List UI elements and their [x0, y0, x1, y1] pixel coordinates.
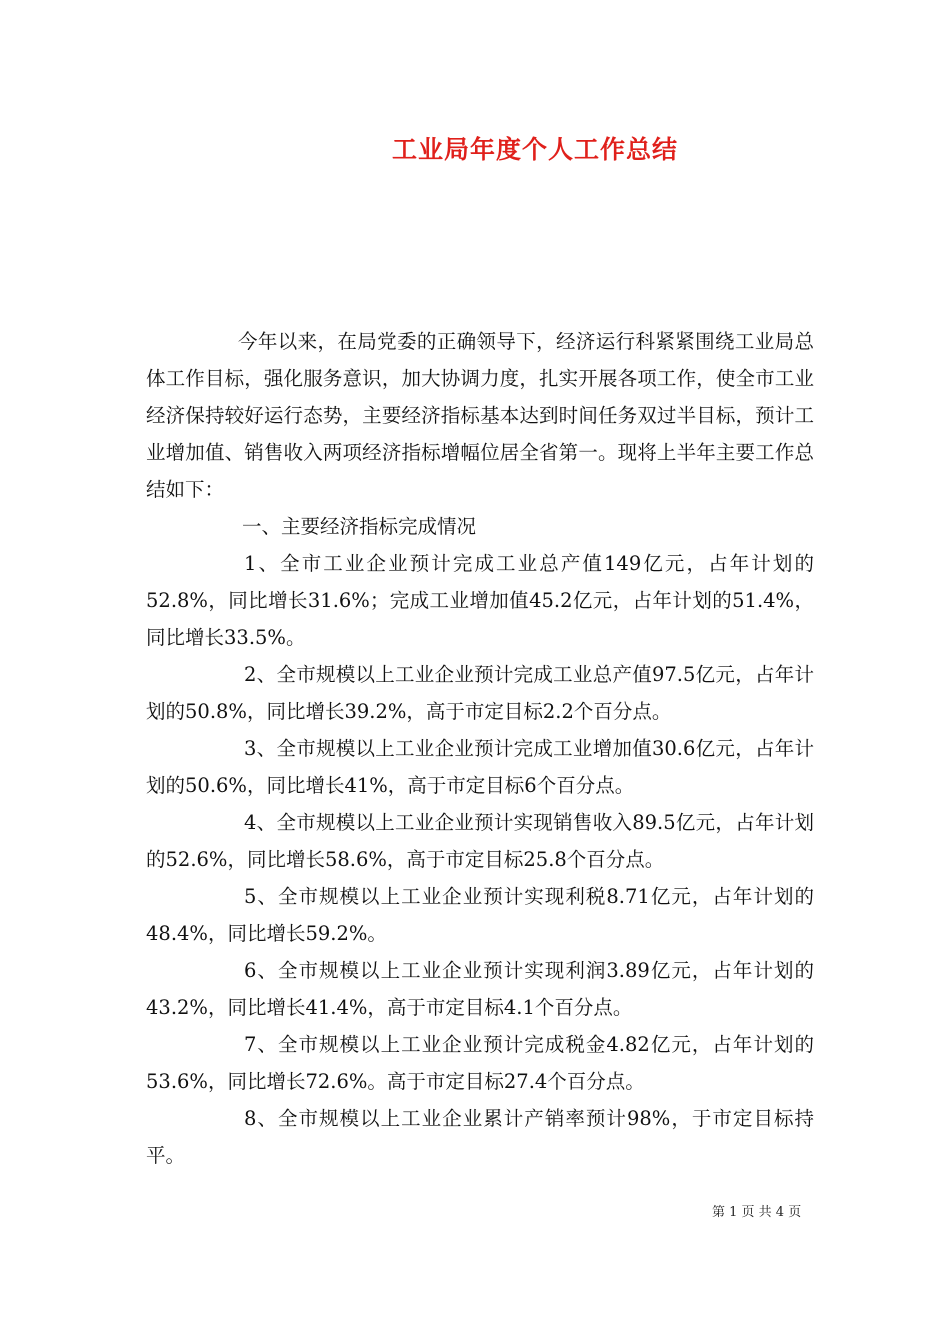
section-heading: 一、主要经济指标完成情况 — [242, 515, 477, 538]
document-body — [146, 323, 814, 1174]
indicator-item-4: 4、全市规模以上工业企业预计实现销售收入89.5亿元，占年计划的52.6%，同比增长58.6%，高于市定目标25.8个百分点。 — [146, 811, 814, 871]
indicator-item-8: 8、全市规模以上工业企业累计产销率预计98%，于市定目标持平。 — [146, 1107, 814, 1167]
indicator-item-1: 1、全市工业企业预计完成工业总产值149亿元，占年计划的52.8%，同比增长31.6%；完成工业增加值45.2亿元，占年计划的51.4%，同比增长33.5%。 — [146, 552, 814, 649]
indicator-item-5: 5、全市规模以上工业企业预计实现利税8.71亿元，占年计划的48.4%，同比增长59.2%。 — [146, 885, 814, 945]
indicator-item-2: 2、全市规模以上工业企业预计完成工业总产值97.5亿元，占年计划的50.8%，同比增长39.2%，高于市定目标2.2个百分点。 — [146, 663, 814, 723]
indicator-item-6: 6、全市规模以上工业企业预计实现利润3.89亿元，占年计划的43.2%，同比增长41.4%，高于市定目标4.1个百分点。 — [146, 959, 814, 1019]
indicator-item-7: 7、全市规模以上工业企业预计完成税金4.82亿元，占年计划的53.6%，同比增长72.6%。高于市定目标27.4个百分点。 — [146, 1033, 814, 1093]
document-title: 工业局年度个人工作总结 — [391, 135, 678, 164]
intro-paragraph: 今年以来，在局党委的正确领导下，经济运行科紧紧围绕工业局总体工作目标，强化服务意识，加大协调力度，扎实开展各项工作，使全市工业经济保持较好运行态势，主要经济指标基本达到时间任务双过半目标，预计工业增加值、销售收入两项经济指标增幅位居全省第一。现将上半年主要工作总结如下： — [146, 330, 814, 501]
page-number: 第 1 页 共 4 页 — [712, 1205, 802, 1220]
indicator-item-3: 3、全市规模以上工业企业预计完成工业增加值30.6亿元，占年计划的50.6%，同比增长41%，高于市定目标6个百分点。 — [146, 737, 814, 797]
